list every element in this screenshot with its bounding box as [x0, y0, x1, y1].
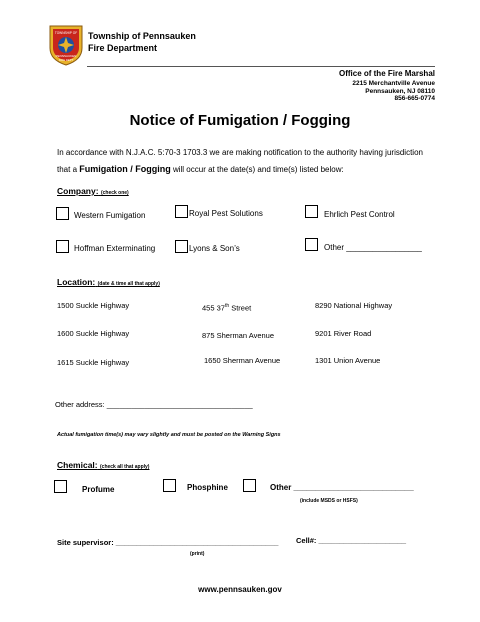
- chemical-checkbox-other[interactable]: [243, 479, 256, 492]
- fumigation-time-note: Actual fumigation time(s) may vary slightly and must be posted on the Warning Signs: [57, 432, 281, 438]
- page-title: Notice of Fumigation / Fogging: [129, 112, 351, 129]
- seal-name-text: PENNSAUKEN: [55, 54, 77, 58]
- intro-line-1: In accordance with N.J.A.C. 5:70-3 1703.3 we are making notification to the authority having jurisdiction: [57, 148, 423, 157]
- header-divider: [87, 66, 435, 67]
- location-9201-river: 9201 River Road: [315, 329, 372, 338]
- company-option-lyons: Lyons & Son’s: [189, 244, 240, 253]
- address-line-1: 2215 Merchantville Avenue: [352, 80, 435, 87]
- location-1600-suckle: 1600 Suckle Highway: [57, 329, 130, 338]
- chemical-section-label: [57, 460, 149, 470]
- company-section-label: [57, 186, 129, 196]
- chemical-option-profume: Profume: [82, 485, 115, 494]
- org-line-1: Township of Pennsauken: [88, 31, 196, 41]
- company-checkbox-lyons[interactable]: [175, 240, 188, 253]
- seal-top-text: TOWNSHIP OF: [54, 31, 78, 35]
- fire-department-seal: [48, 24, 84, 66]
- office-address: [352, 80, 435, 103]
- location-1500-suckle: 1500 Suckle Highway: [57, 301, 130, 310]
- address-line-2: Pennsauken, NJ 08110: [365, 87, 435, 95]
- company-checkbox-ehrlich[interactable]: [305, 205, 318, 218]
- intro-paragraph: [57, 145, 423, 178]
- location-label: Location:: [57, 277, 96, 287]
- location-8290-national: 8290 National Highway: [315, 301, 393, 310]
- location-1615-suckle: 1615 Suckle Highway: [57, 358, 130, 367]
- company-checkbox-royal[interactable]: [175, 205, 188, 218]
- location-875-sherman: 875 Sherman Avenue: [202, 331, 275, 340]
- site-supervisor-field[interactable]: Site supervisor: _______________________________________: [57, 538, 279, 547]
- other-address-field[interactable]: Other address: ___________________________________: [55, 400, 253, 409]
- chemical-checkbox-phosphine[interactable]: [163, 479, 176, 492]
- location-455-37th: [202, 303, 251, 313]
- chemical-option-phosphine: Phosphine: [187, 483, 228, 492]
- company-checkbox-hoffman[interactable]: [56, 240, 69, 253]
- office-title: Office of the Fire Marshal: [338, 69, 435, 78]
- cell-number-field[interactable]: Cell#: _____________________: [296, 536, 407, 545]
- location-1301-union: 1301 Union Avenue: [315, 356, 381, 365]
- location-455-street: Street: [229, 303, 252, 313]
- location-hint: (date & time all that apply): [97, 281, 160, 287]
- msds-note: (include MSDS or HSFS): [300, 498, 358, 504]
- company-hint: (check one): [100, 190, 129, 196]
- organization-name: [88, 30, 196, 54]
- seal-bottom-text: FIRE DEPT: [58, 58, 74, 62]
- intro-line-2-end: will occur at the date(s) and time(s) listed below:: [170, 165, 344, 174]
- phone-number: 856-665-0774: [394, 95, 435, 102]
- chemical-checkbox-profume[interactable]: [54, 480, 67, 493]
- company-label: Company:: [57, 186, 99, 196]
- company-option-other: Other _________________: [324, 243, 422, 252]
- location-section-label: [57, 277, 160, 287]
- intro-line-2: [57, 161, 423, 178]
- location-455-suffix: th: [224, 303, 230, 309]
- org-line-2: Fire Department: [88, 43, 158, 53]
- intro-line-2-start: that a: [57, 165, 80, 174]
- chemical-hint: (check all that apply): [100, 464, 150, 470]
- footer-website[interactable]: www.pennsauken.gov: [198, 585, 282, 594]
- company-checkbox-western[interactable]: [56, 207, 69, 220]
- print-note: (print): [190, 551, 205, 557]
- chemical-label: Chemical:: [57, 460, 98, 470]
- company-option-royal: Royal Pest Solutions: [189, 209, 263, 218]
- location-1650-sherman: 1650 Sherman Avenue: [204, 356, 281, 365]
- company-option-ehrlich: Ehrlich Pest Control: [324, 210, 395, 219]
- company-option-western: Western Fumigation: [74, 211, 146, 220]
- location-455-number: 455 37: [202, 303, 225, 313]
- company-option-hoffman: Hoffman Exterminating: [74, 244, 156, 253]
- intro-line-2-bold: Fumigation / Fogging: [79, 164, 171, 174]
- company-checkbox-other[interactable]: [305, 238, 318, 251]
- chemical-option-other: Other ___________________________: [270, 483, 414, 492]
